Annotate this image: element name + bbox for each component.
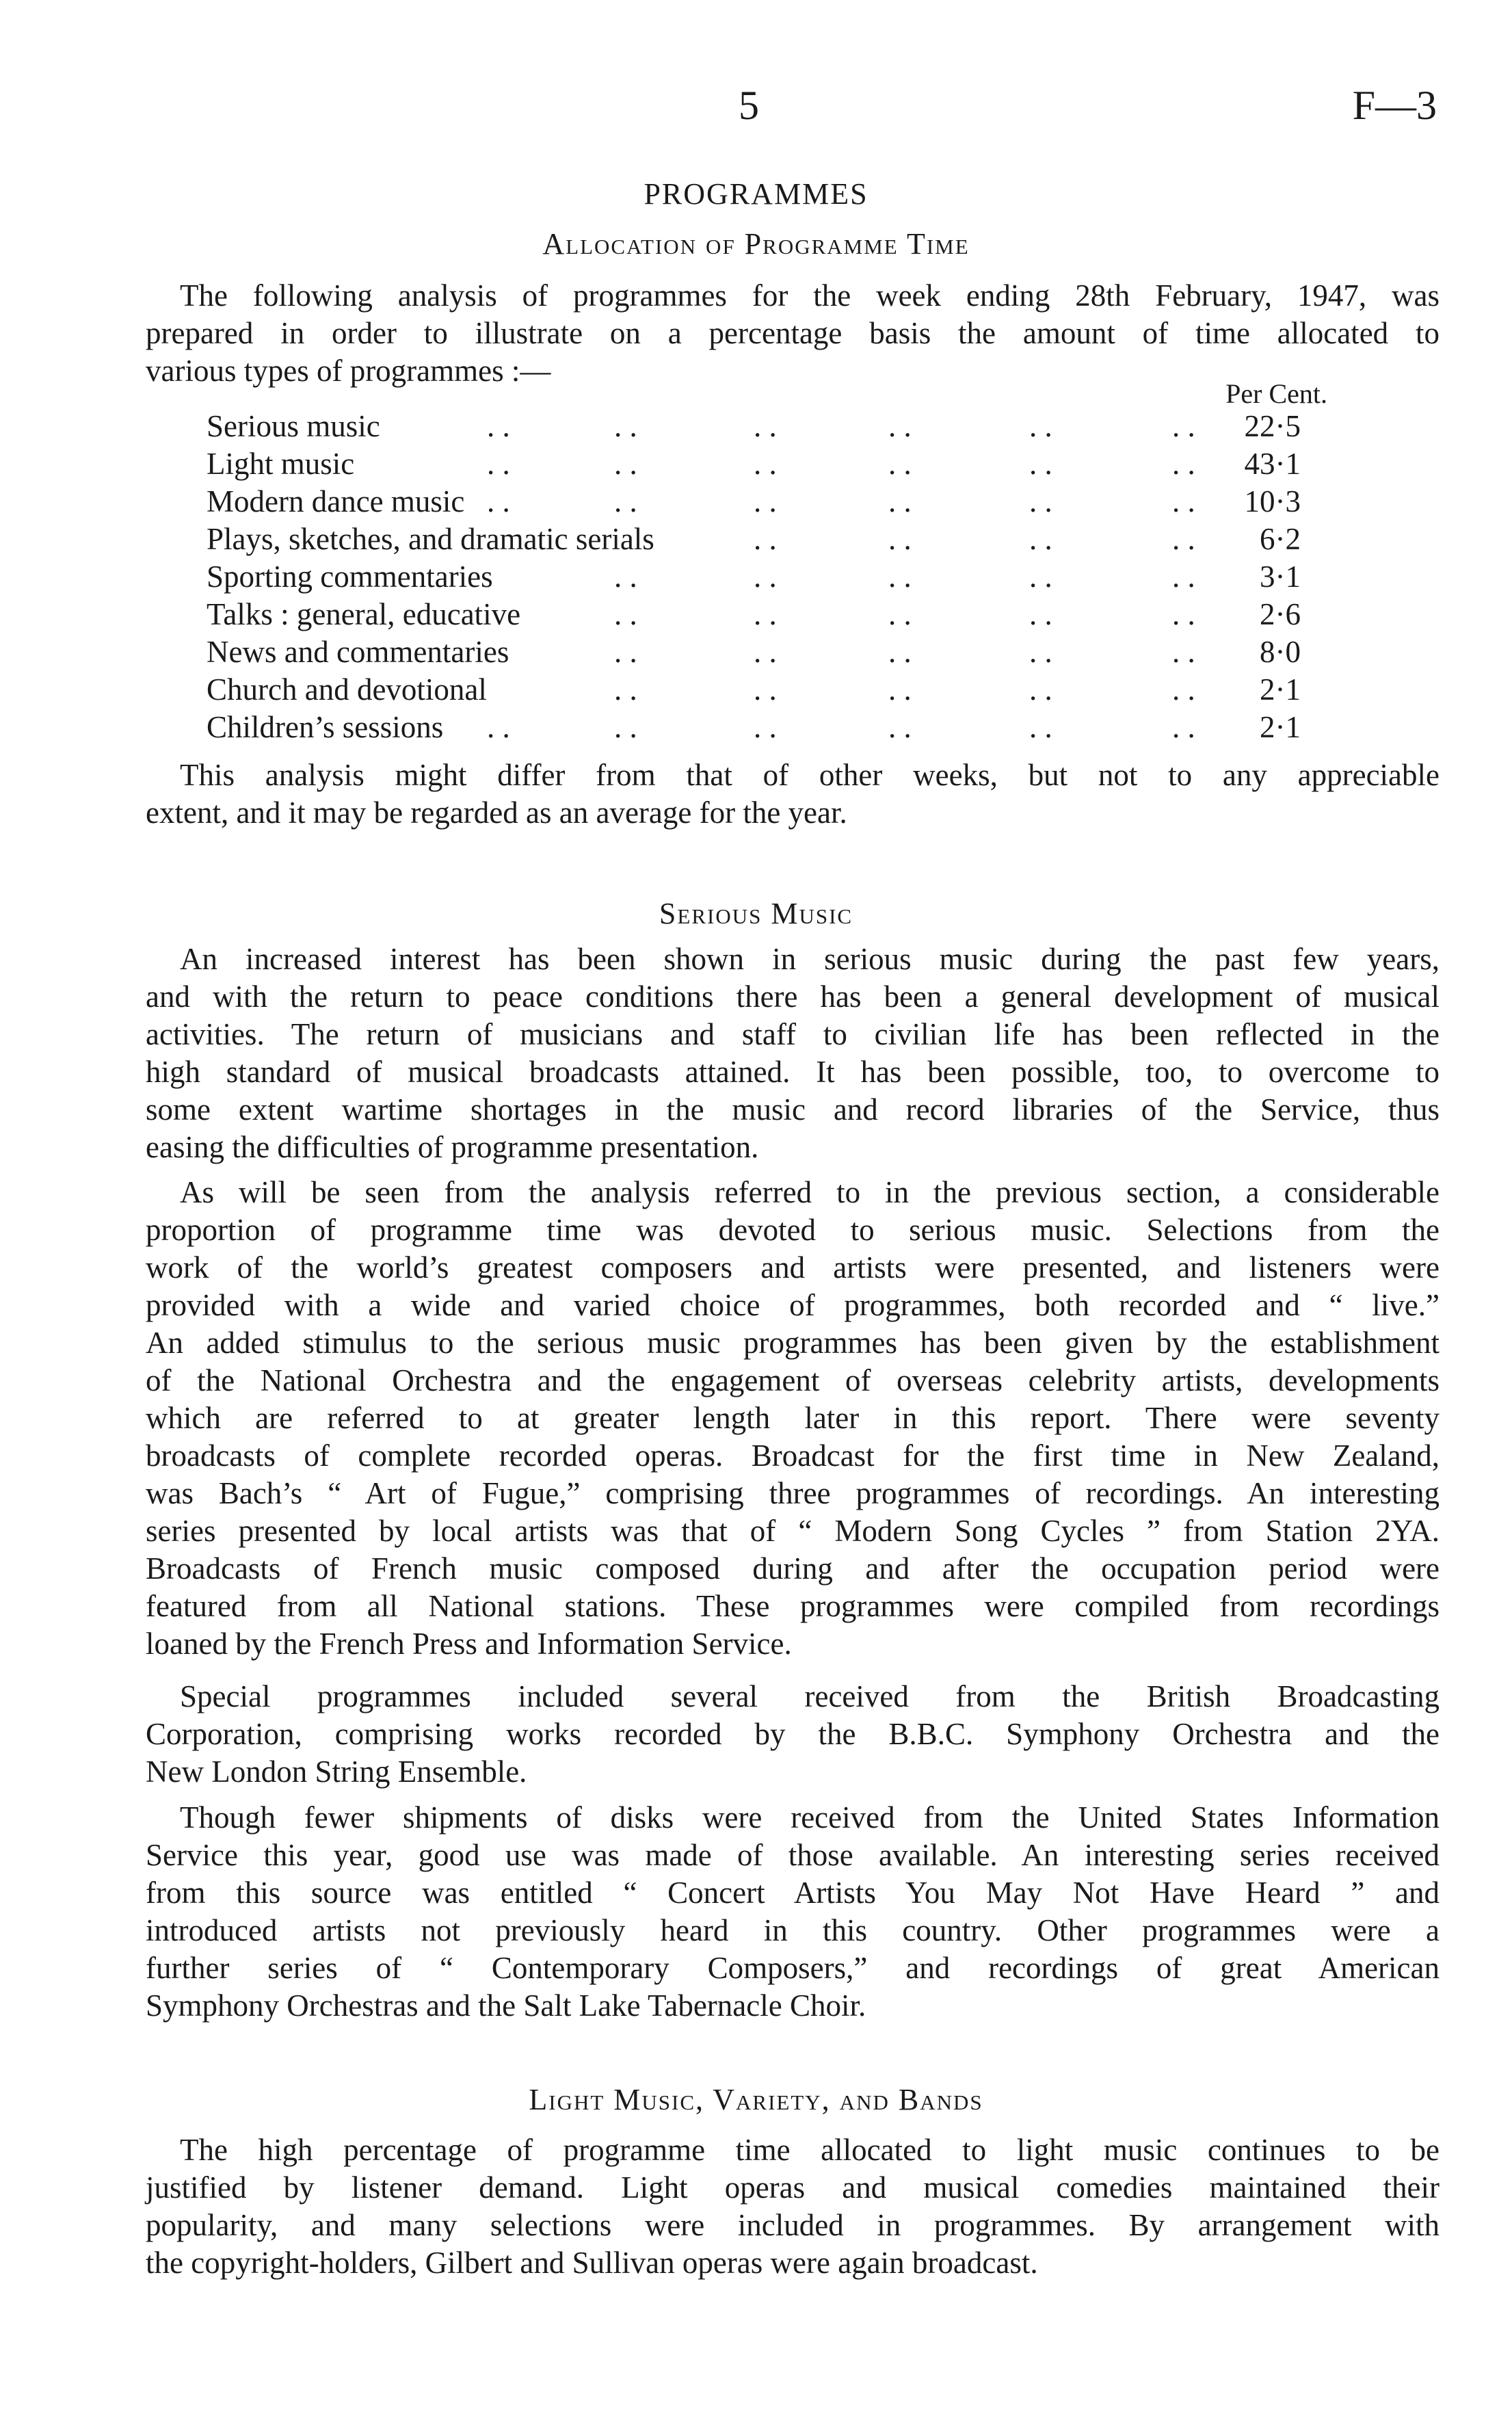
text-line: work of the world’s greatest composers and artists were presented, and listeners were — [146, 1250, 1440, 1285]
table-row — [207, 445, 1301, 483]
dot-leader: . . — [1172, 409, 1195, 443]
table-row — [207, 596, 1301, 633]
row-value: 2·1 — [1260, 710, 1301, 744]
text-line: justified by listener demand. Light operas and musical comedies maintained their — [146, 2170, 1440, 2205]
dot-leader: . . — [1029, 484, 1052, 518]
text-line: from this source was entitled “ Concert Artists You May Not Have Heard ” and — [146, 1876, 1440, 1910]
text-line: Though fewer shipments of disks were received from the United States Information — [180, 1800, 1440, 1835]
row-label: Light music — [207, 447, 355, 481]
dot-leader: . . — [614, 409, 637, 443]
text-line: Symphony Orchestras and the Salt Lake Tabernacle Choir. — [146, 1988, 866, 2023]
text-line: New London String Ensemble. — [146, 1755, 527, 1789]
text-line: the copyright-holders, Gilbert and Sullivan operas were again broadcast. — [146, 2246, 1038, 2280]
light-paragraph-1 — [146, 2131, 1440, 2282]
text-line: various types of programmes :— — [146, 354, 551, 388]
per-cent-column-header: Per Cent. — [1225, 378, 1327, 409]
dot-leader: . . — [1172, 522, 1195, 556]
dot-leader: . . — [754, 522, 777, 556]
dot-leader: . . — [1172, 672, 1195, 707]
dot-leader: . . — [754, 447, 777, 481]
text-line: which are referred to at greater length later in this report. There were seventy — [146, 1401, 1440, 1435]
dot-leader: . . — [614, 710, 637, 744]
dot-leader: . . — [1029, 447, 1052, 481]
text-line: further series of “ Contemporary Composers,” and recordings of great American — [146, 1951, 1440, 1985]
intro-paragraph — [146, 277, 1440, 390]
dot-leader: . . — [754, 672, 777, 707]
text-line: series presented by local artists was that of “ Modern Song Cycles ” from Station 2YA. — [146, 1514, 1440, 1548]
dot-leader: . . — [888, 447, 912, 481]
row-value: 10·3 — [1244, 484, 1301, 518]
table-row — [207, 408, 1301, 445]
row-label: Plays, sketches, and dramatic serials — [207, 522, 654, 556]
dot-leader: . . — [1029, 522, 1052, 556]
dot-leader: . . — [888, 484, 912, 518]
serious-paragraph-4 — [146, 1799, 1440, 2025]
dot-leader: . . — [1029, 597, 1052, 631]
analysis-note-paragraph — [146, 757, 1440, 832]
text-line: This analysis might differ from that of other weeks, but not to any appreciable — [180, 758, 1440, 792]
row-value: 6·2 — [1260, 522, 1301, 556]
row-label: Sporting commentaries — [207, 560, 493, 594]
row-label: News and commentaries — [207, 635, 509, 669]
dot-leader: . . — [614, 484, 637, 518]
text-line: broadcasts of complete recorded operas. Broadcast for the first time in New Zealand, — [146, 1438, 1440, 1473]
section-heading-light-music: Light Music, Variety, and Bands — [529, 2083, 983, 2116]
row-label: Modern dance music — [207, 484, 465, 518]
text-line: An increased interest has been shown in serious music during the past few years, — [180, 942, 1440, 976]
row-value: 3·1 — [1260, 560, 1301, 594]
text-line: easing the difficulties of programme presentation. — [146, 1130, 759, 1164]
dot-leader: . . — [1172, 710, 1195, 744]
dot-leader: . . — [614, 447, 637, 481]
document-reference: F—3 — [1352, 83, 1437, 128]
row-value: 2·1 — [1260, 672, 1301, 707]
row-label: Church and devotional — [207, 672, 487, 707]
text-line: loaned by the French Press and Information Service. — [146, 1627, 792, 1661]
dot-leader: . . — [754, 409, 777, 443]
row-label: Children’s sessions — [207, 710, 444, 744]
text-line: As will be seen from the analysis referred to in the previous section, a considerable — [180, 1175, 1440, 1209]
section-heading-serious-music: Serious Music — [659, 897, 853, 930]
text-line: of the National Orchestra and the engagement of overseas celebrity artists, developments — [146, 1363, 1440, 1397]
dot-leader: . . — [487, 409, 510, 443]
dot-leader: . . — [754, 560, 777, 594]
dot-leader: . . — [1172, 447, 1195, 481]
text-line: some extent wartime shortages in the music and record libraries of the Service, thus — [146, 1092, 1440, 1127]
dot-leader: . . — [888, 409, 912, 443]
dot-leader: . . — [487, 484, 510, 518]
table-row — [207, 709, 1301, 746]
dot-leader: . . — [888, 560, 912, 594]
dot-leader: . . — [487, 710, 510, 744]
dot-leader: . . — [1172, 560, 1195, 594]
text-line: The following analysis of programmes for the week ending 28th February, 1947, was — [180, 278, 1440, 313]
dot-leader: . . — [1029, 710, 1052, 744]
dot-leader: . . — [754, 484, 777, 518]
text-line: was Bach’s “ Art of Fugue,” comprising three programmes of recordings. An interesting — [146, 1476, 1440, 1510]
text-line: prepared in order to illustrate on a percentage basis the amount of time allocated to — [146, 316, 1440, 350]
text-line: activities. The return of musicians and staff to civilian life has been reflected in the — [146, 1017, 1440, 1051]
row-value: 22·5 — [1244, 409, 1301, 443]
dot-leader: . . — [754, 635, 777, 669]
table-row — [207, 483, 1301, 521]
text-line: provided with a wide and varied choice of programmes, both recorded and “ live.” — [146, 1288, 1440, 1322]
table-row — [207, 671, 1301, 709]
section-heading-allocation: Allocation of Programme Time — [542, 227, 970, 261]
text-line: Broadcasts of French music composed during and after the occupation period were — [146, 1551, 1440, 1586]
dot-leader: . . — [888, 597, 912, 631]
dot-leader: . . — [1029, 409, 1052, 443]
dot-leader: . . — [888, 672, 912, 707]
dot-leader: . . — [888, 710, 912, 744]
text-line: The high percentage of programme time allocated to light music continues to be — [180, 2133, 1440, 2167]
text-line: popularity, and many selections were included in programmes. By arrangement with — [146, 2208, 1440, 2242]
text-line: Corporation, comprising works recorded by the B.B.C. Symphony Orchestra and the — [146, 1717, 1440, 1751]
dot-leader: . . — [888, 522, 912, 556]
dot-leader: . . — [1029, 560, 1052, 594]
page-number: 5 — [739, 83, 759, 128]
dot-leader: . . — [614, 560, 637, 594]
text-line: Service this year, good use was made of those available. An interesting series received — [146, 1838, 1440, 1872]
text-line: introduced artists not previously heard in this country. Other programmes were a — [146, 1913, 1440, 1947]
serious-paragraph-2 — [146, 1174, 1440, 1663]
text-line: proportion of programme time was devoted to serious music. Selections from the — [146, 1213, 1440, 1247]
dot-leader: . . — [614, 672, 637, 707]
text-line: and with the return to peace conditions there has been a general development of musical — [146, 980, 1440, 1014]
row-value: 2·6 — [1260, 597, 1301, 631]
dot-leader: . . — [614, 635, 637, 669]
row-value: 43·1 — [1244, 447, 1301, 481]
dot-leader: . . — [1029, 635, 1052, 669]
dot-leader: . . — [1172, 635, 1195, 669]
table-row — [207, 633, 1301, 671]
serious-paragraph-3 — [146, 1678, 1440, 1791]
dot-leader: . . — [1029, 672, 1052, 707]
dot-leader: . . — [487, 447, 510, 481]
text-line: high standard of musical broadcasts attained. It has been possible, too, to overcome to — [146, 1055, 1440, 1089]
table-row — [207, 521, 1301, 558]
text-line: Special programmes included several received from the British Broadcasting — [180, 1679, 1440, 1713]
dot-leader: . . — [754, 597, 777, 631]
text-line: extent, and it may be regarded as an average for the year. — [146, 796, 847, 830]
text-line: An added stimulus to the serious music programmes has been given by the establishment — [146, 1326, 1440, 1360]
dot-leader: . . — [1172, 484, 1195, 518]
row-label: Serious music — [207, 409, 380, 443]
dot-leader: . . — [1172, 597, 1195, 631]
row-value: 8·0 — [1260, 635, 1301, 669]
table-row — [207, 558, 1301, 596]
page-title: PROGRAMMES — [644, 177, 868, 211]
text-line: featured from all National stations. These programmes were compiled from recordings — [146, 1589, 1440, 1623]
dot-leader: . . — [754, 710, 777, 744]
dot-leader: . . — [614, 597, 637, 631]
dot-leader: . . — [888, 635, 912, 669]
serious-paragraph-1 — [146, 941, 1440, 1166]
row-label: Talks : general, educative — [207, 597, 521, 631]
